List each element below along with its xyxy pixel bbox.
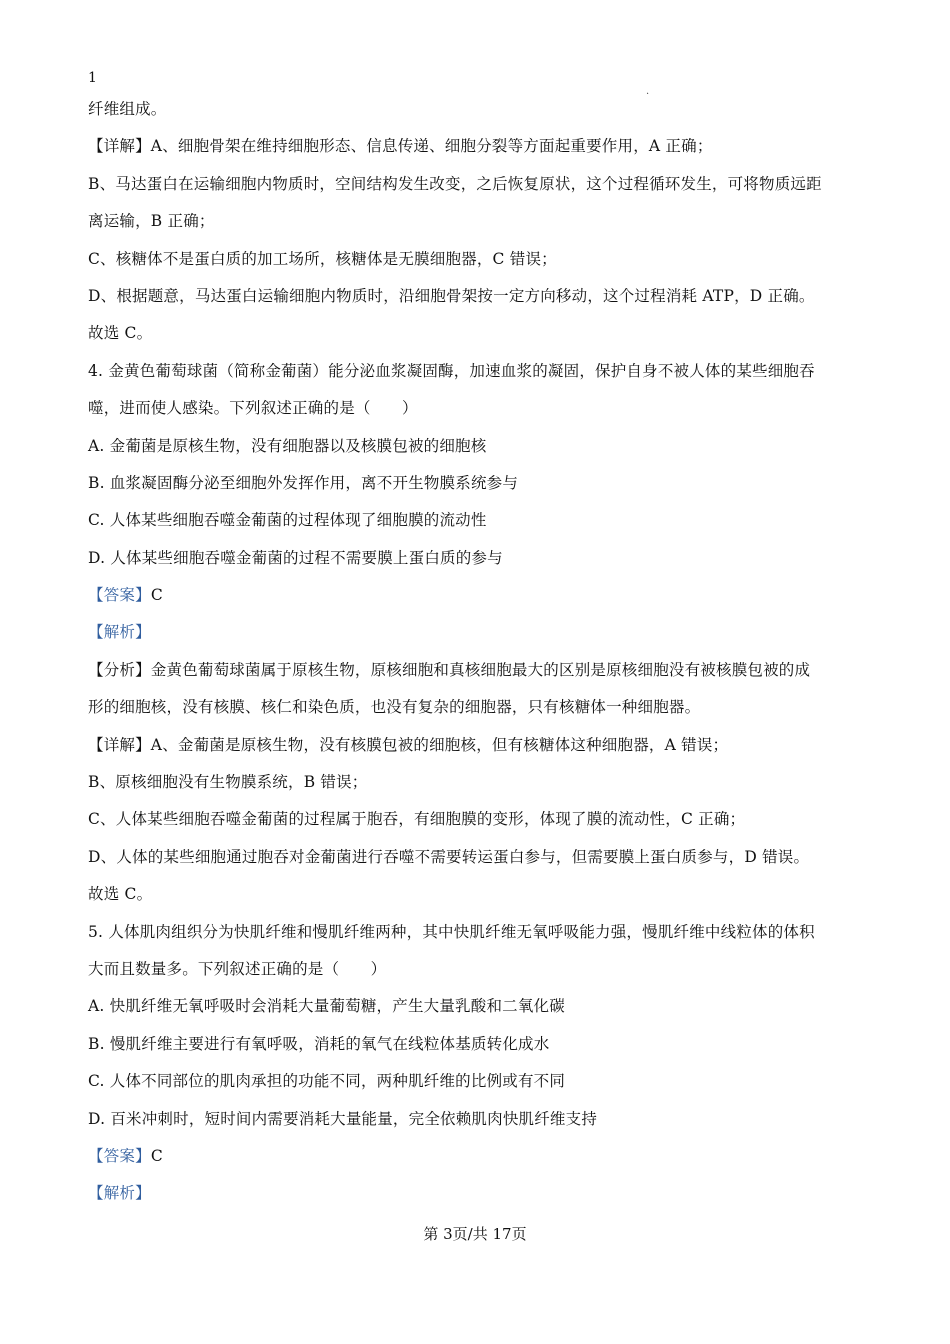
- page-corner-mark: 1: [88, 70, 97, 86]
- line-text: A. 快肌纤维无氧呼吸时会消耗大量葡萄糖，产生大量乳酸和二氧化碳: [88, 997, 565, 1016]
- section-tag: 【解析】: [88, 1184, 151, 1203]
- line-text: 纤维组成。: [88, 100, 167, 118]
- text-line: [88, 465, 868, 502]
- line-text: D、根据题意，马达蛋白运输细胞内物质时，沿细胞骨架按一定方向移动，这个过程消耗 ATP，D 正确。: [88, 286, 815, 305]
- line-text: B. 血浆凝固酶分泌至细胞外发挥作用，离不开生物膜系统参与: [88, 473, 519, 492]
- text-line: [88, 876, 868, 913]
- text-line: [88, 91, 868, 128]
- text-line: [88, 390, 868, 427]
- section-tag: 【解析】: [88, 623, 151, 642]
- line-text: 【分析】金黄色葡萄球菌属于原核生物，原核细胞和真核细胞最大的区别是原核细胞没有被核膜包被的成: [88, 660, 811, 679]
- text-line: [88, 689, 868, 726]
- text-line: [88, 988, 868, 1025]
- line-text: 5. 人体肌肉组织分为快肌纤维和慢肌纤维两种，其中快肌纤维无氧呼吸能力强，慢肌纤维中线粒体的体积: [88, 922, 815, 941]
- line-text: D. 百米冲刺时，短时间内需要消耗大量能量，完全依赖肌肉快肌纤维支持: [88, 1109, 598, 1128]
- text-line: [88, 540, 868, 577]
- line-text: C、人体某些细胞吞噬金葡菌的过程属于胞吞，有细胞膜的变形，体现了膜的流动性，C 正确；: [88, 810, 746, 829]
- line-text: C. 人体不同部位的肌肉承担的功能不同，两种肌纤维的比例或有不同: [88, 1072, 566, 1091]
- page-footer: 第 3页/共 17页: [423, 1225, 527, 1243]
- text-line: [88, 951, 868, 988]
- line-text: 故选 C。: [88, 885, 153, 904]
- text-line: [88, 353, 868, 390]
- text-line: [88, 241, 868, 278]
- text-line: [88, 1063, 868, 1100]
- line-text: B. 慢肌纤维主要进行有氧呼吸，消耗的氧气在线粒体基质转化成水: [88, 1034, 550, 1053]
- text-line: [88, 278, 868, 315]
- text-line: [88, 727, 868, 764]
- text-line: [88, 839, 868, 876]
- text-line: [88, 764, 868, 801]
- text-line: [88, 1101, 868, 1138]
- line-text: C. 人体某些细胞吞噬金葡菌的过程体现了细胞膜的流动性: [88, 511, 487, 530]
- line-text: 噬，进而使人感染。下列叙述正确的是（ ）: [88, 399, 418, 418]
- text-line: [88, 1138, 868, 1175]
- line-text: 4. 金黄色葡萄球菌（简称金葡菌）能分泌血浆凝固酶，加速血浆的凝固，保护自身不被人体的某些细胞吞: [88, 361, 815, 380]
- text-line: [88, 1175, 868, 1212]
- section-tag: 【答案】: [88, 1146, 151, 1165]
- line-text: 【详解】A、金葡菌是原核生物，没有核膜包被的细胞核，但有核糖体这种细胞器，A 错误；: [88, 735, 729, 754]
- line-text: 故选 C。: [88, 324, 153, 343]
- document-body: [88, 91, 868, 1213]
- line-text: A. 金葡菌是原核生物，没有细胞器以及核膜包被的细胞核: [88, 436, 487, 455]
- line-text: C、核糖体不是蛋白质的加工场所，核糖体是无膜细胞器，C 错误；: [88, 249, 557, 268]
- text-line: [88, 203, 868, 240]
- line-text: 离运输，B 正确；: [88, 212, 215, 231]
- line-text: B、原核细胞没有生物膜系统，B 错误；: [88, 773, 368, 792]
- text-line: [88, 914, 868, 951]
- stray-dot: ·: [646, 89, 650, 100]
- line-text: 形的细胞核，没有核膜、核仁和染色质，也没有复杂的细胞器，只有核糖体一种细胞器。: [88, 698, 701, 717]
- text-line: [88, 315, 868, 352]
- text-line: [88, 428, 868, 465]
- line-text: 大而且数量多。下列叙述正确的是（ ）: [88, 959, 387, 978]
- text-line: [88, 652, 868, 689]
- text-line: [88, 577, 868, 614]
- text-line: [88, 1026, 868, 1063]
- line-text: D. 人体某些细胞吞噬金葡菌的过程不需要膜上蛋白质的参与: [88, 548, 503, 567]
- text-line: [88, 502, 868, 539]
- text-line: [88, 166, 868, 203]
- line-text: 【详解】A、细胞骨架在维持细胞形态、信息传递、细胞分裂等方面起重要作用，A 正确；: [88, 137, 713, 156]
- line-text: C: [150, 1146, 163, 1165]
- section-tag: 【答案】: [88, 586, 151, 605]
- text-line: [88, 614, 868, 651]
- line-text: C: [150, 586, 163, 605]
- line-text: D、人体的某些细胞通过胞吞对金葡菌进行吞噬不需要转运蛋白参与，但需要膜上蛋白质参与，D 错误。: [88, 847, 810, 866]
- line-text: B、马达蛋白在运输细胞内物质时，空间结构发生改变，之后恢复原状，这个过程循环发生，可将物质远距: [88, 174, 822, 193]
- text-line: [88, 801, 868, 838]
- text-line: [88, 128, 868, 165]
